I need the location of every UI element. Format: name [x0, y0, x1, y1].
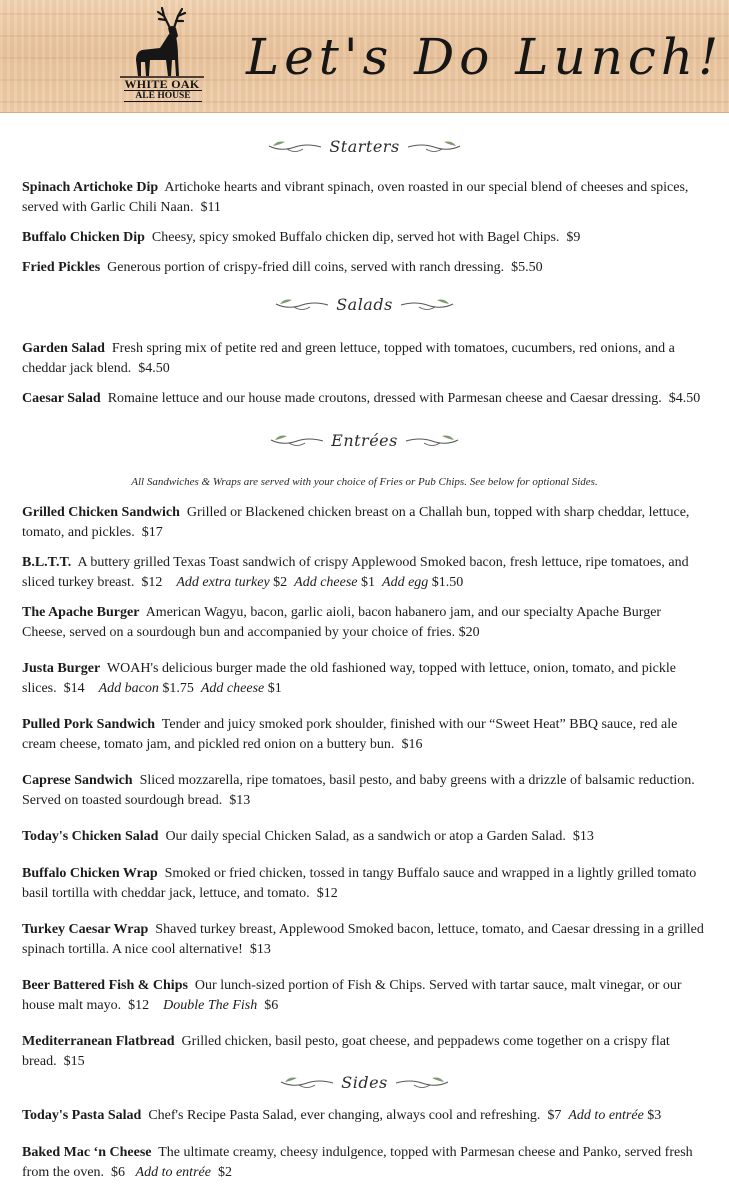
item-description: Sliced mozzarella, ripe tomatoes, basil pesto, and baby greens with a drizzle of balsamic reduction. Served on toasted sourdough bread.	[22, 773, 695, 808]
item-name: Garden Salad	[22, 341, 105, 356]
item-description: Cheesy, spicy smoked Buffalo chicken dip, served hot with Bagel Chips.	[151, 230, 560, 245]
flourish-left-icon	[274, 294, 330, 314]
item-description: The ultimate creamy, cheesy indulgence, topped with Parmesan cheese and Panko, served fresh from the oven.	[22, 1145, 693, 1180]
flourish-left-icon	[267, 136, 323, 156]
addon-label: Add cheese	[294, 574, 358, 590]
addon-label: Add egg	[382, 574, 429, 590]
item-name: Caprese Sandwich	[22, 773, 133, 788]
page-title: Let's Do Lunch!	[246, 28, 724, 86]
item-price: $7	[547, 1108, 562, 1123]
item-price: $6	[111, 1164, 126, 1180]
item-description: Generous portion of crispy-fried dill coins, served with ranch dressing.	[107, 260, 505, 275]
white-oak-logo	[112, 6, 212, 102]
flourish-right-icon	[406, 136, 462, 156]
menu-item	[22, 389, 706, 409]
item-price: $17	[141, 524, 163, 540]
item-price: $9	[566, 230, 581, 245]
addon-label: Add to entrée	[135, 1164, 211, 1180]
item-name: The Apache Burger	[22, 605, 140, 620]
item-price: $20	[458, 624, 480, 640]
item-description: Fresh spring mix of petite red and green lettuce, topped with tomatoes, cucumbers, red onions, and a cheddar jack blend.	[22, 341, 675, 376]
flourish-left-icon	[269, 430, 325, 450]
section-label: Entrées	[331, 430, 398, 450]
menu-item	[22, 715, 706, 754]
item-name: Grilled Chicken Sandwich	[22, 505, 180, 520]
item-price: $4.50	[138, 360, 170, 376]
item-price: $12	[141, 574, 163, 590]
menu-item	[22, 178, 706, 217]
flourish-left-icon	[279, 1072, 335, 1092]
menu-item	[22, 503, 706, 542]
addon-price: $3	[647, 1108, 662, 1123]
item-description: Our daily special Chicken Salad, as a sandwich or atop a Garden Salad.	[165, 829, 566, 844]
deer-icon	[112, 6, 212, 80]
addon-price: $1	[267, 680, 282, 696]
entree-note: All Sandwiches & Wraps are served with your choice of Fries or Pub Chips. See below for optional Sides.	[131, 476, 598, 488]
item-name: Beer Battered Fish & Chips	[22, 978, 188, 993]
item-name: Buffalo Chicken Wrap	[22, 866, 158, 881]
item-price: $4.50	[668, 391, 701, 406]
item-name: Buffalo Chicken Dip	[22, 230, 145, 245]
item-name: Spinach Artichoke Dip	[22, 180, 159, 195]
addon-label: Add cheese	[200, 680, 265, 696]
item-name: Fried Pickles	[22, 260, 101, 275]
item-price: $16	[401, 736, 423, 752]
item-description: WOAH's delicious burger made the old fashioned way, topped with lettuce, onion, tomato, and pickle slices.	[22, 661, 676, 696]
menu-item	[22, 827, 706, 847]
item-description: Grilled or Blackened chicken breast on a Challah bun, topped with sharp cheddar, lettuce, tomato, and pickles.	[22, 505, 690, 540]
item-name: Caesar Salad	[22, 391, 101, 406]
item-price: $12	[128, 997, 150, 1013]
item-description: Shaved turkey breast, Applewood Smoked bacon, lettuce, tomato, and Caesar dressing in a grilled spinach tortilla. A nice cool alternative!	[22, 922, 704, 957]
addon-price: $2	[273, 574, 288, 590]
item-name: Turkey Caesar Wrap	[22, 922, 149, 937]
item-price: $13	[229, 792, 251, 808]
section-heading-sides	[0, 1070, 729, 1094]
item-description: Grilled chicken, basil pesto, goat cheese, and peppadews come together on a crispy flat bread.	[22, 1034, 670, 1069]
item-description: Artichoke hearts and vibrant spinach, oven roasted in our special blend of cheeses and spices, served with Garlic Chili Naan.	[22, 180, 689, 215]
item-description: Romaine lettuce and our house made croutons, dressed with Parmesan cheese and Caesar dressing.	[107, 391, 662, 406]
addon-label: Add extra turkey	[176, 574, 270, 590]
flourish-right-icon	[404, 430, 460, 450]
item-description: Chef's Recipe Pasta Salad, ever changing, always cool and refreshing.	[148, 1108, 541, 1123]
item-description: Our lunch-sized portion of Fish & Chips. Served with tartar sauce, malt vinegar, or our house malt mayo.	[22, 978, 682, 1013]
section-label: Starters	[329, 136, 400, 156]
item-name: Today's Pasta Salad	[22, 1108, 142, 1123]
section-label: Sides	[341, 1072, 388, 1092]
item-price: $13	[572, 829, 594, 844]
menu-header	[0, 0, 729, 113]
addon-price: $1	[361, 574, 376, 590]
item-name: Baked Mac ‘n Cheese	[22, 1145, 152, 1160]
menu-item	[22, 864, 706, 903]
menu-item	[22, 1143, 706, 1182]
item-price: $14	[63, 680, 85, 696]
item-name: Today's Chicken Salad	[22, 829, 159, 844]
section-label: Salads	[336, 294, 393, 314]
menu-item	[22, 339, 706, 378]
item-description: Tender and juicy smoked pork shoulder, finished with our “Sweet Heat” BBQ sauce, red ale cream cheese, tomato jam, and pickled red onion on a buttery bun.	[22, 717, 678, 752]
addon-label: Double The Fish	[163, 997, 258, 1013]
addon-price: $2	[217, 1164, 232, 1180]
item-description: A buttery grilled Texas Toast sandwich of crispy Applewood Smoked bacon, fresh lettuce, ripe tomatoes, and sliced turkey breast.	[22, 555, 689, 590]
menu-item	[22, 603, 706, 642]
menu-item	[22, 1032, 706, 1071]
item-description: American Wagyu, bacon, garlic aioli, bacon habanero jam, and our specialty Apache Burger Cheese, served on a sourdough bun and accompanied by your choice of fries.	[22, 605, 662, 640]
logo-name: WHITE OAK	[124, 77, 200, 91]
flourish-right-icon	[399, 294, 455, 314]
section-heading-starters	[0, 134, 729, 158]
item-price: $15	[63, 1053, 85, 1069]
item-price: $12	[316, 885, 338, 901]
menu-item	[22, 771, 706, 810]
item-name: Justa Burger	[22, 661, 101, 676]
menu-item	[22, 659, 706, 698]
addon-price: $1.50	[431, 574, 464, 590]
addon-label: Add bacon	[98, 680, 159, 696]
menu-item	[22, 920, 706, 959]
menu-item	[22, 976, 706, 1015]
item-price: $5.50	[511, 260, 543, 275]
addon-price: $6	[264, 997, 279, 1013]
item-description: Smoked or fried chicken, tossed in tangy Buffalo sauce and wrapped in a lightly grilled tomato basil tortilla with cheddar jack, lettuce, and tomato.	[22, 866, 697, 901]
section-heading-salads	[0, 292, 729, 316]
section-heading-entrees	[0, 428, 729, 452]
menu-item	[22, 553, 706, 592]
item-price: $11	[200, 199, 221, 215]
item-name: Mediterranean Flatbread	[22, 1034, 175, 1049]
item-name: B.L.T.T.	[22, 555, 72, 570]
flourish-right-icon	[394, 1072, 450, 1092]
menu-item	[22, 258, 706, 278]
addon-price: $1.75	[162, 680, 194, 696]
item-name: Pulled Pork Sandwich	[22, 717, 156, 732]
menu-item	[22, 228, 706, 248]
menu-item	[22, 1106, 706, 1126]
addon-label: Add to entrée	[568, 1108, 644, 1123]
logo-subtitle: ALE HOUSE	[124, 90, 202, 102]
item-price: $13	[249, 941, 271, 957]
